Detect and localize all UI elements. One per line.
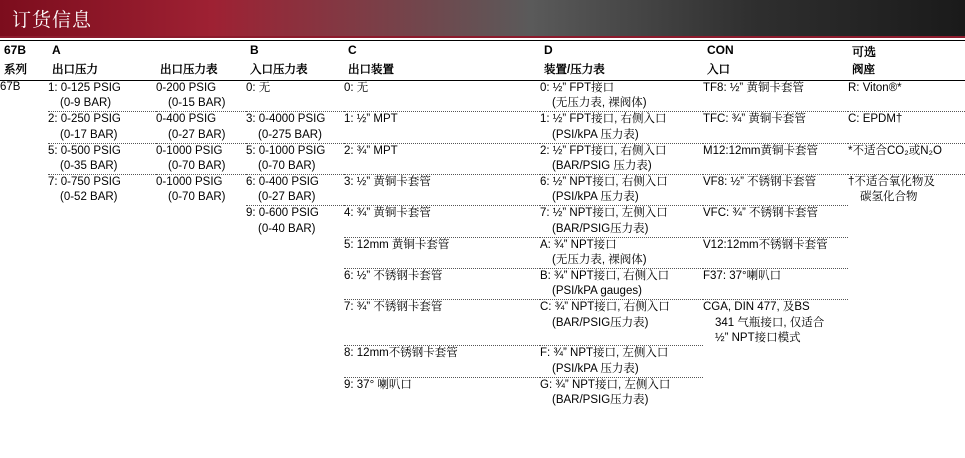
header-name-device-gauge: 装置/压力表 [540, 61, 703, 81]
cell-outlet-pressure [48, 377, 156, 408]
cell-line: 1: ½” MPT [344, 113, 398, 126]
cell-inlet-gauge [246, 346, 344, 377]
cell-device-gauge [540, 346, 703, 377]
cell-outlet-device [344, 81, 540, 112]
cell-line: F: ¾” NPT接口, 左侧入口 [540, 347, 669, 360]
cell-line: 2: ¾” MPT [344, 144, 398, 157]
cell-device-gauge [540, 112, 703, 143]
cell-seat [848, 81, 965, 112]
cell-inlet [703, 300, 848, 346]
cell-line: C: EPDM† [848, 113, 903, 126]
header-name-seat: 阀座 [848, 61, 965, 81]
cell-device-gauge [540, 175, 703, 206]
cell-device-gauge [540, 237, 703, 268]
cell-device-gauge [540, 300, 703, 346]
cell-series [0, 206, 48, 237]
header-name-outlet-pressure: 出口压力 [48, 61, 156, 81]
cell-line: 8: 12mm不锈钢卡套管 [344, 347, 458, 360]
ordering-table [0, 40, 965, 408]
cell-series [0, 237, 48, 268]
cell-device-gauge [540, 81, 703, 112]
cell-line: (BAR/PSIG压力表) [552, 316, 649, 329]
cell-line: F37: 37°喇叭口 [703, 270, 782, 283]
header-name-inlet-gauge: 入口压力表 [246, 61, 344, 81]
cell-line: (BAR/PSIG 压力表) [552, 159, 652, 172]
cell-line: 3: 0-4000 PSIG [246, 113, 326, 126]
header-name-inlet: 入口 [703, 61, 848, 81]
cell-line: 1: ½” FPT接口, 右侧入口 [540, 113, 667, 126]
cell-outlet-device [344, 143, 540, 174]
title-bar [0, 0, 965, 36]
cell-inlet [703, 143, 848, 174]
cell-outlet-device [344, 112, 540, 143]
cell-inlet [703, 206, 848, 237]
header-letter-a: A [48, 41, 156, 62]
cell-line: 2: ½” FPT接口, 右侧入口 [540, 144, 667, 157]
cell-line: (0-52 BAR) [60, 191, 118, 204]
cell-series: 67B [0, 81, 21, 93]
cell-inlet-gauge [246, 300, 344, 346]
cell-inlet [703, 377, 848, 408]
cell-line: (PSI/kPA gauges) [552, 285, 642, 298]
cell-line: (BAR/PSIG压力表) [552, 393, 649, 406]
cell-seat [848, 143, 965, 174]
cell-inlet [703, 81, 848, 112]
page-title: 订货信息 [12, 10, 93, 31]
cell-line: (0-70 BAR) [168, 191, 226, 204]
cell-line: VFC: ¾” 不锈钢卡套管 [703, 207, 819, 220]
cell-line: 7: 0-750 PSIG [48, 176, 121, 189]
cell-line: 6: ½” 不锈钢卡套管 [344, 270, 443, 283]
cell-outlet-device [344, 175, 540, 206]
cell-inlet-gauge [246, 237, 344, 268]
header-name-outlet-device: 出口装置 [344, 61, 540, 81]
cell-line: 0-1000 PSIG [156, 144, 223, 157]
cell-inlet [703, 346, 848, 377]
cell-line: CGA, DIN 477, 及BS [703, 301, 810, 314]
cell-line: (0-17 BAR) [60, 128, 118, 141]
table-header-names [0, 61, 965, 81]
cell-line: (0-40 BAR) [258, 222, 316, 235]
cell-device-gauge [540, 269, 703, 300]
cell-outlet-pressure [48, 175, 156, 206]
cell-line: 7: ½” NPT接口, 左侧入口 [540, 207, 668, 220]
title-divider [0, 36, 965, 38]
table-row [0, 143, 965, 174]
cell-seat [848, 377, 965, 408]
cell-line: (PSI/kPA 压力表) [552, 128, 639, 141]
header-letter-con: CON [703, 41, 848, 62]
cell-line: (0-70 BAR) [168, 159, 226, 172]
table-row [0, 175, 965, 206]
cell-series [0, 112, 48, 143]
cell-outlet-device [344, 300, 540, 346]
cell-line: R: Viton®* [848, 82, 902, 94]
cell-inlet-gauge [246, 269, 344, 300]
cell-line: A: ¾” NPT接口 [540, 238, 617, 251]
cell-outlet-pressure [48, 300, 156, 346]
cell-line: †不适合氧化物及 [848, 176, 935, 189]
cell-outlet-gauge [156, 269, 246, 300]
table-row [0, 377, 965, 408]
cell-line: 0: 无 [344, 82, 369, 94]
cell-outlet-gauge [156, 175, 246, 206]
cell-series [0, 377, 48, 408]
cell-line: 0-200 PSIG [156, 82, 217, 94]
cell-line: (PSI/kPA 压力表) [552, 191, 639, 204]
table-body [0, 81, 965, 409]
cell-outlet-device [344, 269, 540, 300]
cell-line: B: ¾” NPT接口, 右侧入口 [540, 270, 670, 283]
header-name-outlet-gauge: 出口压力表 [156, 61, 246, 81]
cell-device-gauge [540, 206, 703, 237]
cell-line: (0-275 BAR) [258, 128, 322, 141]
cell-line: C: ¾” NPT接口, 右侧入口 [540, 301, 670, 314]
cell-inlet-gauge [246, 206, 344, 237]
cell-outlet-pressure [48, 269, 156, 300]
cell-outlet-pressure [48, 206, 156, 237]
cell-inlet [703, 237, 848, 268]
cell-outlet-pressure [48, 237, 156, 268]
cell-inlet-gauge [246, 81, 344, 112]
cell-line: 0: ½” FPT接口 [540, 82, 615, 94]
cell-line: 0: 无 [246, 82, 271, 94]
cell-outlet-device [344, 377, 540, 408]
cell-outlet-gauge [156, 112, 246, 143]
cell-outlet-gauge [156, 237, 246, 268]
cell-outlet-gauge [156, 346, 246, 377]
cell-seat [848, 175, 965, 206]
cell-seat [848, 112, 965, 143]
cell-line: VF8: ½” 不锈钢卡套管 [703, 176, 817, 189]
cell-line: 5: 0-500 PSIG [48, 144, 121, 157]
cell-line: 4: ¾” 黄铜卡套管 [344, 207, 431, 220]
cell-outlet-device [344, 237, 540, 268]
cell-line: TFC: ¾” 黄铜卡套管 [703, 113, 806, 126]
cell-line: 1: 0-125 PSIG [48, 82, 121, 94]
cell-series [0, 346, 48, 377]
cell-series [0, 175, 48, 206]
cell-series [0, 269, 48, 300]
cell-outlet-device [344, 346, 540, 377]
cell-line: 9: 0-600 PSIG [246, 207, 319, 220]
cell-seat [848, 346, 965, 377]
cell-outlet-pressure [48, 143, 156, 174]
cell-inlet-gauge [246, 143, 344, 174]
cell-line: *不适合CO₂或N₂O [848, 144, 942, 157]
cell-inlet [703, 112, 848, 143]
cell-outlet-gauge [156, 206, 246, 237]
table-row [0, 237, 965, 268]
cell-line: 5: 0-1000 PSIG [246, 144, 326, 157]
header-name-series: 系列 [0, 61, 48, 81]
cell-line: (BAR/PSIG压力表) [552, 222, 649, 235]
cell-device-gauge [540, 377, 703, 408]
cell-line: TF8: ½” 黄铜卡套管 [703, 82, 804, 94]
header-letter-a2 [156, 41, 246, 62]
cell-line: (无压力表, 裸阀体) [552, 97, 647, 110]
cell-line: 2: 0-250 PSIG [48, 113, 121, 126]
cell-line: (0-9 BAR) [60, 97, 112, 110]
cell-seat [848, 269, 965, 300]
cell-outlet-gauge [156, 81, 246, 112]
table-row [0, 300, 965, 346]
table-row [0, 346, 965, 377]
cell-line: (无压力表, 裸阀体) [552, 253, 647, 266]
cell-line: (PSI/kPA 压力表) [552, 362, 639, 375]
cell-inlet-gauge [246, 175, 344, 206]
cell-line: 7: ¾” 不锈钢卡套管 [344, 301, 443, 314]
cell-line: G: ¾” NPT接口, 左侧入口 [540, 378, 671, 391]
cell-line: 9: 37° 喇叭口 [344, 378, 412, 391]
cell-outlet-device [344, 206, 540, 237]
cell-line: (0-15 BAR) [168, 97, 226, 110]
cell-line: 0-1000 PSIG [156, 176, 223, 189]
table-header-letters [0, 41, 965, 62]
cell-line: (0-27 BAR) [168, 128, 226, 141]
cell-inlet-gauge [246, 377, 344, 408]
cell-outlet-gauge [156, 300, 246, 346]
cell-device-gauge [540, 143, 703, 174]
cell-seat [848, 300, 965, 346]
table-row [0, 206, 965, 237]
cell-line: 碳氢化合物 [860, 191, 918, 204]
cell-line: 341 气瓶接口, 仅适合 [715, 316, 825, 329]
cell-inlet [703, 175, 848, 206]
cell-inlet [703, 269, 848, 300]
cell-line: 3: ½” 黄铜卡套管 [344, 176, 431, 189]
cell-line: (0-27 BAR) [258, 191, 316, 204]
header-letter-series: 67B [0, 41, 48, 62]
cell-line: 0-400 PSIG [156, 113, 217, 126]
cell-line: (0-35 BAR) [60, 159, 118, 172]
cell-line: 5: 12mm 黄铜卡套管 [344, 238, 450, 251]
cell-line: ½” NPT接口模式 [715, 331, 801, 344]
cell-line: 6: ½” NPT接口, 右侧入口 [540, 176, 668, 189]
cell-series [0, 300, 48, 346]
cell-outlet-pressure [48, 346, 156, 377]
header-letter-option: 可选 [848, 41, 965, 62]
cell-seat [848, 237, 965, 268]
table-row [0, 269, 965, 300]
cell-outlet-gauge [156, 143, 246, 174]
cell-line: 6: 0-400 PSIG [246, 176, 319, 189]
cell-seat [848, 206, 965, 237]
table-row [0, 112, 965, 143]
header-letter-c: C [344, 41, 540, 62]
header-letter-b: B [246, 41, 344, 62]
cell-outlet-gauge [156, 377, 246, 408]
cell-line: (0-70 BAR) [258, 159, 316, 172]
cell-line: V12:12mm不锈钢卡套管 [703, 238, 828, 251]
cell-line: M12:12mm黄铜卡套管 [703, 144, 819, 157]
header-letter-d: D [540, 41, 703, 62]
table-row [0, 81, 965, 112]
cell-outlet-pressure [48, 112, 156, 143]
cell-inlet-gauge [246, 112, 344, 143]
cell-series [0, 143, 48, 174]
cell-outlet-pressure [48, 81, 156, 112]
